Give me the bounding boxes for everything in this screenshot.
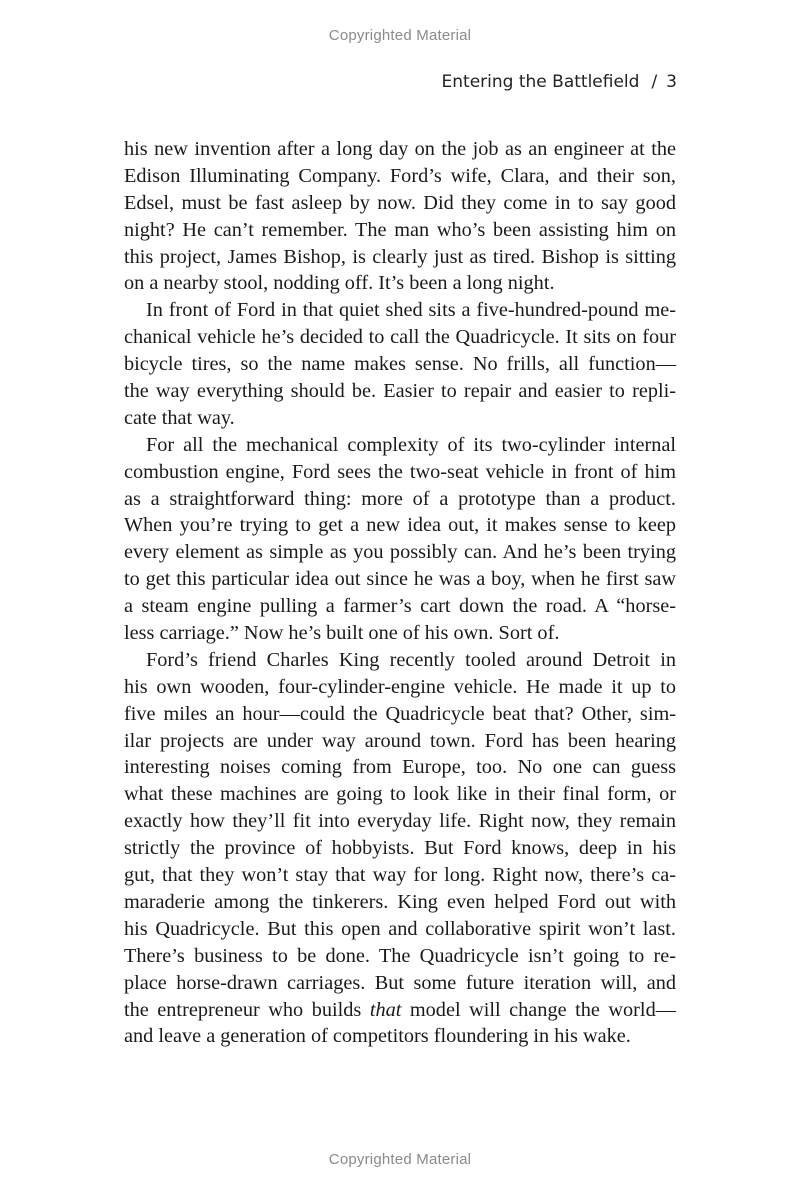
text-line: interesting noises coming from Europe, too. No one can guess — [124, 756, 676, 779]
text-line: a steam engine pulling a farmer’s cart down the road. A “horse- — [124, 595, 676, 618]
text-line: Edison Illuminating Company. Ford’s wife, Clara, and their son, — [124, 164, 676, 187]
text-line: night? He can’t remember. The man who’s been assisting him on — [124, 218, 676, 241]
text-line: ilar projects are under way around town. Ford has been hearing — [124, 729, 676, 752]
emphasis-text: that — [369, 998, 402, 1021]
text-line: strictly the province of hobbyists. But Ford knows, deep in his — [124, 837, 676, 860]
text-line: his new invention after a long day on the job as an engineer at the — [124, 138, 676, 160]
paragraph — [124, 297, 676, 431]
text-line: chanical vehicle he’s decided to call the Quadricycle. It sits on four — [124, 326, 676, 349]
text-line: his Quadricycle. But this open and collaborative spirit won’t last. — [124, 917, 676, 940]
text-line: For all the mechanical complexity of its two-cylinder internal — [146, 433, 676, 456]
text-line: place horse-drawn carriages. But some future iteration will, and — [124, 971, 676, 994]
text-line: and leave a generation of competitors floundering in his wake. — [124, 1025, 631, 1048]
text-line: every element as simple as you possibly can. And he’s been trying — [124, 541, 676, 564]
text-line: There’s business to be done. The Quadricycle isn’t going to re- — [124, 944, 676, 967]
text-line: the way everything should be. Easier to repair and easier to repli- — [124, 380, 676, 403]
copyright-watermark-bottom: Copyrighted Material — [328, 1151, 472, 1168]
text-line: on a nearby stool, nodding off. It’s been a long night. — [124, 272, 555, 295]
text-line: five miles an hour—could the Quadricycle beat that? Other, sim- — [124, 702, 676, 725]
paragraph — [124, 432, 676, 647]
text-line: Ford’s friend Charles King recently tooled around Detroit in — [146, 648, 676, 671]
text-line: maraderie among the tinkerers. King even helped Ford out with — [124, 890, 676, 913]
text-line: as a straightforward thing: more of a prototype than a product. — [124, 487, 676, 510]
text-line: When you’re trying to get a new idea out, it makes sense to keep — [124, 514, 676, 537]
text-line: exactly how they’ll fit into everyday life. Right now, they remain — [124, 810, 676, 833]
text-segment: model will change the world— — [401, 998, 676, 1021]
body-text — [124, 136, 676, 1050]
chapter-title: Entering the Battlefield — [441, 72, 640, 92]
running-header — [442, 72, 677, 92]
paragraph — [124, 647, 676, 1050]
text-line: combustion engine, Ford sees the two-seat vehicle in front of him — [124, 460, 676, 483]
header-separator: / — [651, 72, 658, 92]
text-segment: the entrepreneur who builds — [124, 998, 370, 1021]
page-number: 3 — [666, 72, 677, 92]
text-line: In front of Ford in that quiet shed sits a five-hundred-pound me- — [146, 299, 676, 322]
text-line — [124, 997, 676, 1024]
text-line: what these machines are going to look like in their final form, or — [124, 783, 676, 806]
text-line: less carriage.” Now he’s built one of his own. Sort of. — [124, 622, 560, 645]
text-line: this project, James Bishop, is clearly just as tired. Bishop is sitting — [124, 245, 676, 268]
text-line: Edsel, must be fast asleep by now. Did they come in to say good — [124, 191, 676, 214]
text-line: bicycle tires, so the name makes sense. No frills, all function— — [124, 353, 676, 376]
text-line: cate that way. — [124, 406, 235, 429]
copyright-watermark-top: Copyrighted Material — [328, 27, 472, 44]
text-line: to get this particular idea out since he was a boy, when he first saw — [124, 568, 676, 591]
paragraph — [124, 136, 676, 297]
text-line: gut, that they won’t stay that way for long. Right now, there’s ca- — [124, 864, 676, 887]
text-line: his own wooden, four-cylinder-engine vehicle. He made it up to — [124, 675, 676, 698]
